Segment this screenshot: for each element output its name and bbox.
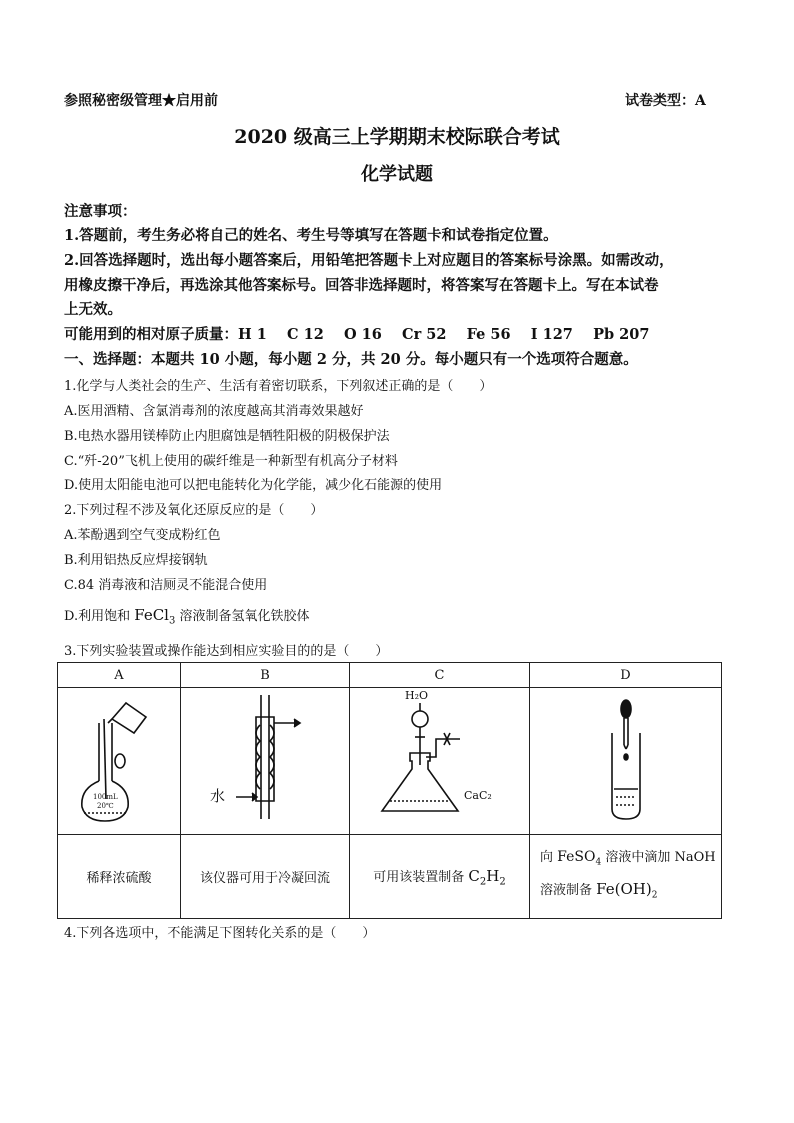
water-inlet-label: 水 xyxy=(210,787,226,805)
flask-volume-label: 100mL xyxy=(93,793,118,801)
page-title: 2020 级高三上学期期末校际联合考试 xyxy=(234,126,560,148)
notes-heading: 注意事项： xyxy=(64,203,137,220)
notes-item-2-line-2: 用橡皮擦干净后，再选涂其他答案标号。回答非选择题时，将答案写在答题卡上。写在本试卷 xyxy=(64,277,659,294)
caption-b: 该仪器可用于冷凝回流 xyxy=(181,835,350,919)
notes-item-1: 1.答题前，考生务必将自己的姓名、考生号等填写在答题卡和试卷指定位置。 xyxy=(64,227,558,244)
q1-option-d: D.使用太阳能电池可以把电能转化为化学能，减少化石能源的使用 xyxy=(64,478,443,493)
q2-option-a: A.苯酚遇到空气变成粉红色 xyxy=(64,528,221,543)
q1-stem: 1.化学与人类社会的生产、生活有着密切联系，下列叙述正确的是（ ） xyxy=(64,379,493,394)
column-header-c: C xyxy=(350,663,530,688)
q1-option-c: C.“歼-20”飞机上使用的碳纤维是一种新型有机高分子材料 xyxy=(64,454,398,469)
page-subtitle: 化学试题 xyxy=(361,164,433,185)
q2-option-d: D.利用饱和 FeCl$_3$ 溶液制备氢氧化铁胶体 xyxy=(64,606,310,627)
column-header-b: B xyxy=(181,663,350,688)
figure-d-test-tube-dropper xyxy=(530,688,722,835)
q1-option-b: B.电热水器用镁棒防止内胆腐蚀是牺牲阳极的阴极保护法 xyxy=(64,429,390,444)
flask-temp-label: 20℃ xyxy=(97,802,114,810)
section-1-heading: 一、选择题：本题共 10 小题，每小题 2 分，共 20 分。每小题只有一个选项符合题意。 xyxy=(64,351,638,368)
caption-d-line-1: 向 FeSO$_4$ 溶液中滴加 NaOH xyxy=(540,849,716,868)
notes-item-2-line-3: 上无效。 xyxy=(64,301,122,318)
column-header-a: A xyxy=(58,663,181,688)
figure-a-volumetric-flask xyxy=(58,688,181,835)
atomic-masses: 可能用到的相对原子质量：H 1 C 12 O 16 Cr 52 Fe 56 I 127 Pb 207 xyxy=(64,326,650,343)
caption-d-line-2: 溶液制备 $Fe(OH)_2$ xyxy=(540,880,658,901)
cac2-label: CaC₂ xyxy=(463,789,492,802)
caption-d xyxy=(530,835,722,919)
notes-item-2-line-1: 2.回答选择题时，选出每小题答案后，用铅笔把答题卡上对应题目的答案标号涂黑。如需改动， xyxy=(64,252,674,269)
column-header-d: D xyxy=(530,663,722,688)
figure-c-gas-generator xyxy=(350,688,530,835)
caption-c: 可用该装置制备 $C_2H_2$ xyxy=(350,835,530,919)
h2o-label: H₂O xyxy=(404,689,428,702)
q1-option-a: A.医用酒精、含氯消毒剂的浓度越高其消毒效果越好 xyxy=(64,404,364,419)
q3-stem: 3.下列实验装置或操作能达到相应实验目的的是（ ） xyxy=(64,644,389,659)
experiment-table xyxy=(57,662,722,919)
q2-option-c: C.84 消毒液和洁厕灵不能混合使用 xyxy=(64,578,268,593)
confidentiality-label: 参照秘密级管理★启用前 xyxy=(64,93,218,109)
q2-stem: 2.下列过程不涉及氧化还原反应的是（ ） xyxy=(64,503,324,518)
figure-b-condenser xyxy=(181,688,350,835)
caption-a: 稀释浓硫酸 xyxy=(58,835,181,919)
q2-option-b: B.利用铝热反应焊接钢轨 xyxy=(64,553,208,568)
q4-stem: 4.下列各选项中，不能满足下图转化关系的是（ ） xyxy=(64,926,376,941)
paper-type-label: 试卷类型：A xyxy=(625,93,706,109)
